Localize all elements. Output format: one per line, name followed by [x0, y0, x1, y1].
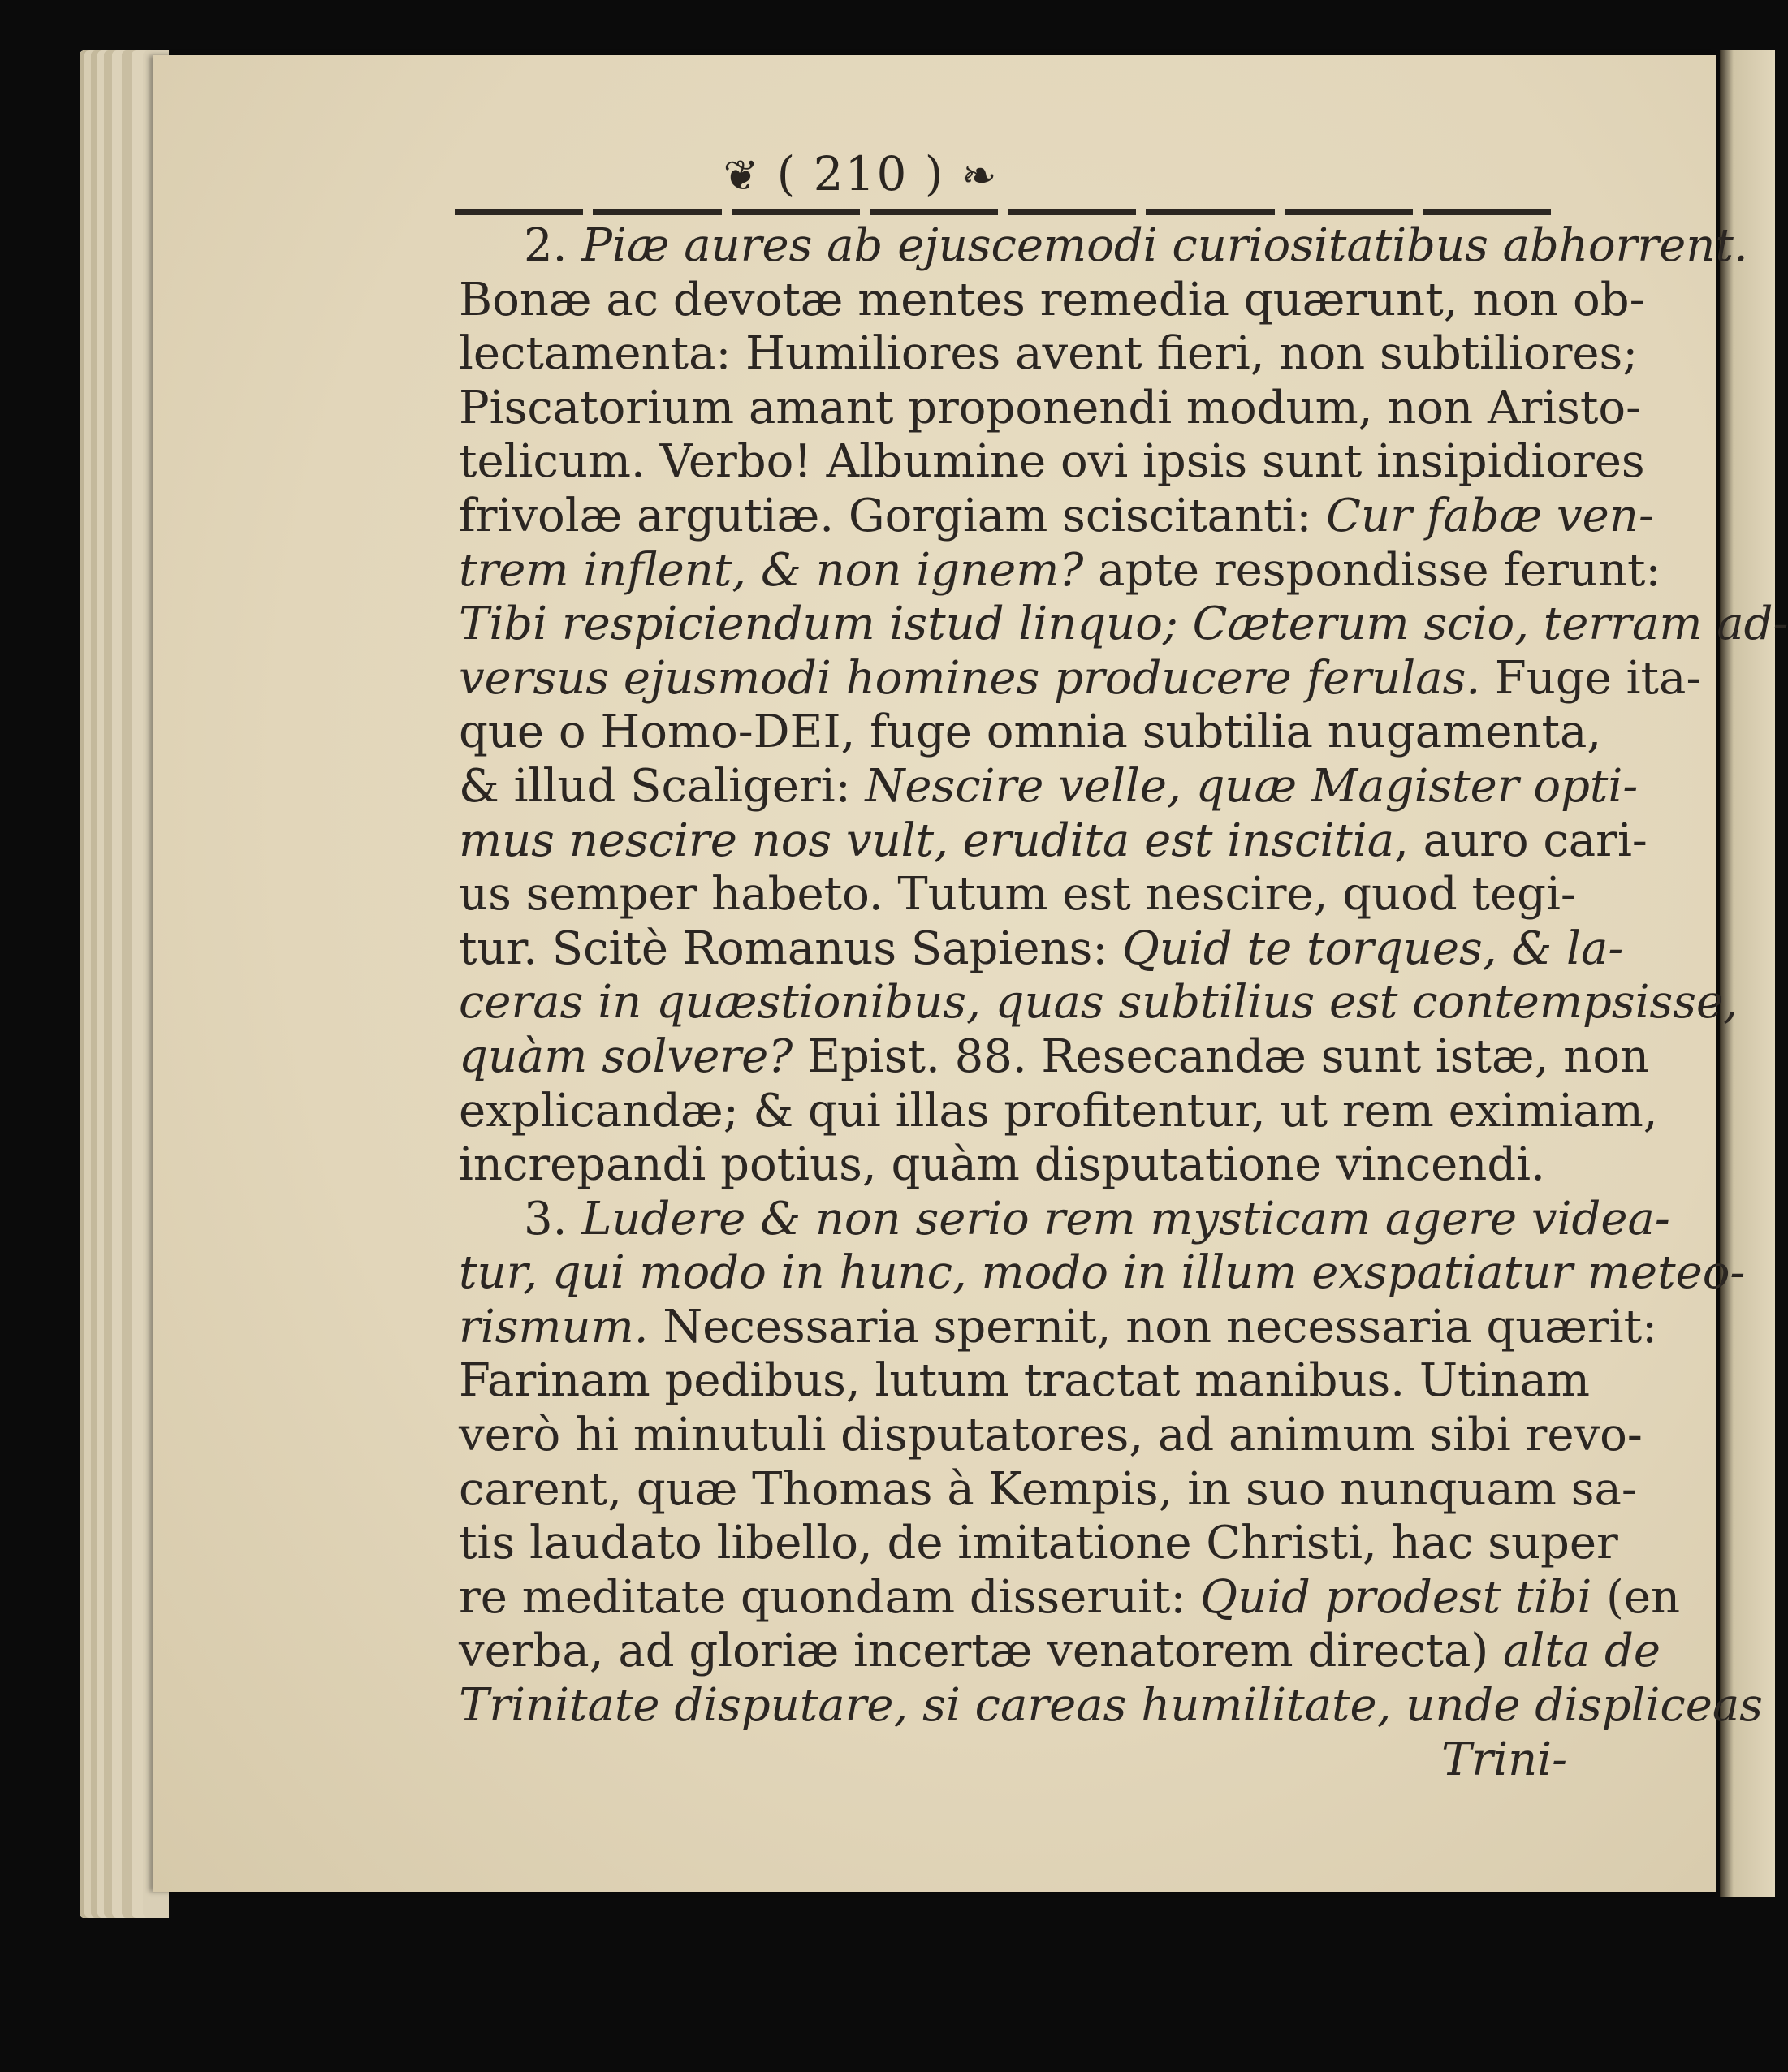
- roman-text: tur. Scitè Romanus Sapiens:: [459, 922, 1123, 975]
- text-line: [459, 1462, 1637, 1517]
- page-number: ( 210 ): [776, 146, 945, 201]
- roman-text: carent, quæ Thomas à Kempis, in suo nunquam sa-: [459, 1462, 1637, 1516]
- rule-segment: [870, 209, 998, 215]
- roman-text: verba, ad gloriæ incertæ venatorem directa): [459, 1625, 1504, 1678]
- italic-text: Trinitate disputare, si careas humilitate, unde displiceas: [459, 1679, 1764, 1733]
- rule-segment: [1146, 209, 1274, 215]
- roman-text: Fuge ita-: [1480, 651, 1702, 705]
- text-line: [459, 1625, 1661, 1679]
- text-line: [459, 922, 1624, 977]
- text-line: [459, 327, 1639, 382]
- italic-text: ceras in quæstionibus, quas subtilius est contempsisse,: [459, 976, 1738, 1030]
- text-line: [459, 1409, 1643, 1463]
- roman-text: Farinam pedibus, lutum tractat manibus. Utinam: [459, 1354, 1591, 1408]
- roman-text: Necessaria spernit, non necessaria quærit:: [648, 1300, 1657, 1353]
- text-line: [459, 543, 1661, 598]
- text-line: [459, 1679, 1764, 1733]
- roman-text: Piscatorium amant proponendi modum, non Aristo-: [459, 381, 1641, 434]
- rule-segment: [732, 209, 860, 215]
- text-line: [459, 1246, 1746, 1301]
- roman-text: (en: [1591, 1570, 1681, 1624]
- roman-text: tis laudato libello, de imitatione Christi, hac super: [459, 1517, 1618, 1570]
- italic-text: Nescire velle, quæ Magister opti-: [865, 759, 1639, 813]
- text-line: [459, 435, 1645, 490]
- roman-text: increpandi potius, quàm disputatione vincendi.: [459, 1138, 1545, 1192]
- text-line: [459, 976, 1738, 1030]
- text-line: [459, 1138, 1567, 1193]
- italic-text: Quid prodest tibi: [1200, 1570, 1592, 1624]
- italic-text: alta de: [1503, 1625, 1661, 1678]
- italic-text: versus ejusmodi homines producere ferulas.: [459, 651, 1481, 705]
- roman-text: lectamenta: Humiliores avent fieri, non subtiliores;: [459, 327, 1639, 381]
- roman-text: us semper habeto. Tutum est nescire, quod tegi-: [459, 868, 1576, 922]
- roman-text: 2.: [524, 219, 582, 272]
- roman-text: Bonæ ac devotæ mentes remedia quærunt, non ob-: [459, 273, 1645, 326]
- text-line: [459, 814, 1648, 869]
- text-line: [459, 1084, 1658, 1139]
- italic-text: trem inflent, & non ignem?: [459, 543, 1084, 597]
- body-text: [459, 219, 1788, 1787]
- rule-segment: [1008, 209, 1136, 215]
- italic-text: Tibi respiciendum istud linquo; Cæterum scio, terram ad-: [459, 598, 1788, 651]
- rule-segment: [1285, 209, 1413, 215]
- text-line: [459, 706, 1602, 760]
- roman-text: & illud Scaligeri:: [459, 759, 866, 813]
- text-line: [459, 651, 1702, 706]
- rule-segment: [1423, 209, 1551, 215]
- rule-segment: [593, 209, 721, 215]
- roman-text: apte respondisse ferunt:: [1083, 543, 1661, 597]
- roman-text: explicandæ; & qui illas profitentur, ut rem eximiam,: [459, 1084, 1658, 1137]
- page-header: [455, 146, 1267, 201]
- roman-text: que o Homo-DEI, fuge omnia subtilia nugamenta,: [459, 706, 1602, 759]
- ornament-left-icon: ❦: [723, 152, 761, 201]
- italic-text: Ludere & non serio rem mysticam agere videa-: [581, 1192, 1670, 1245]
- text-line: [459, 1517, 1618, 1571]
- text-line: [459, 1300, 1657, 1355]
- rule-segment: [455, 209, 583, 215]
- roman-text: frivolæ argutiæ. Gorgiam sciscitanti:: [459, 489, 1327, 542]
- text-line: [459, 219, 1748, 274]
- text-line: [459, 1354, 1591, 1409]
- header-rule: [455, 209, 1551, 216]
- roman-text: re meditate quondam disseruit:: [459, 1570, 1201, 1624]
- italic-text: tur, qui modo in hunc, modo in illum exspatiatur meteo-: [459, 1246, 1746, 1300]
- text-line: [459, 1192, 1670, 1247]
- text-line: [459, 381, 1641, 436]
- italic-text: Quid te torques, & la-: [1122, 922, 1624, 975]
- text-line: [459, 868, 1576, 922]
- italic-text: mus nescire nos vult, erudita est inscitia: [459, 814, 1395, 867]
- text-line: [459, 489, 1654, 544]
- roman-text: , auro cari-: [1394, 814, 1648, 867]
- italic-text: Cur fabæ ven-: [1326, 489, 1654, 542]
- italic-text: rismum.: [459, 1300, 649, 1353]
- text-line: [459, 1570, 1681, 1625]
- italic-text: Piæ aures ab ejuscemodi curiositatibus abhorrent.: [581, 219, 1748, 272]
- text-line: [459, 759, 1639, 814]
- roman-text: 3.: [524, 1192, 582, 1245]
- text-line: [459, 1733, 1567, 1788]
- ornament-right-icon: ❧: [961, 152, 999, 201]
- text-line: [459, 273, 1645, 328]
- italic-text: quàm solvere?: [459, 1030, 793, 1083]
- italic-text: Trini-: [1441, 1733, 1567, 1786]
- roman-text: Epist. 88. Resecandæ sunt istæ, non: [793, 1030, 1650, 1083]
- facing-page-edge: [1720, 50, 1775, 1897]
- roman-text: telicum. Verbo! Albumine ovi ipsis sunt insipidiores: [459, 435, 1645, 489]
- text-line: [459, 598, 1788, 652]
- text-line: [459, 1030, 1650, 1085]
- roman-text: verò hi minutuli disputatores, ad animum sibi revo-: [459, 1409, 1643, 1462]
